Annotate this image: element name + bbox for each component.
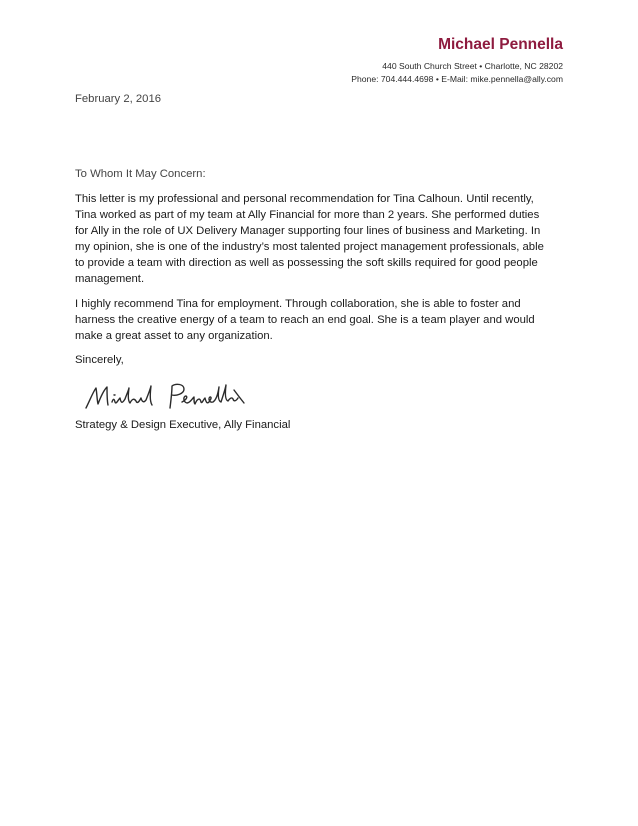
paragraph-line: harness the creative energy of a team to reach an end goal. She is a team player and would xyxy=(75,313,535,326)
paragraph-line: for Ally in the role of UX Delivery Manager supporting four lines of business and Marketing. In xyxy=(75,224,541,237)
signer-title: Strategy & Design Executive, Ally Financial xyxy=(75,419,291,431)
paragraph-line: This letter is my professional and personal recommendation for Tina Calhoun. Until recently, xyxy=(75,193,534,205)
body-paragraph-1 xyxy=(75,192,575,287)
sender-address: 440 South Church Street • Charlotte, NC 28202 xyxy=(382,61,563,71)
handwritten-signature xyxy=(84,378,264,414)
paragraph-line: I highly recommend Tina for employment. Through collaboration, she is able to foster and xyxy=(75,298,521,310)
paragraph-line: Tina worked as part of my team at Ally Financial for more than 2 years. She performed duties xyxy=(75,208,540,221)
letterhead xyxy=(351,36,563,86)
paragraph-line: my opinion, she is one of the industry’s most talented project management professionals, able xyxy=(75,240,544,253)
salutation: To Whom It May Concern: xyxy=(75,168,206,180)
sender-name: Michael Pennella xyxy=(438,36,563,53)
closing: Sincerely, xyxy=(75,354,124,366)
sender-contact: Phone: 704.444.4698 • E-Mail: mike.pennella@ally.com xyxy=(351,74,563,84)
body-paragraph-2 xyxy=(75,297,575,345)
paragraph-line: make a great asset to any organization. xyxy=(75,329,273,342)
paragraph-line: to provide a team with direction as well as possessing the soft skills required for good people xyxy=(75,256,538,269)
letter-date: February 2, 2016 xyxy=(75,93,162,105)
paragraph-line: management. xyxy=(75,272,145,285)
